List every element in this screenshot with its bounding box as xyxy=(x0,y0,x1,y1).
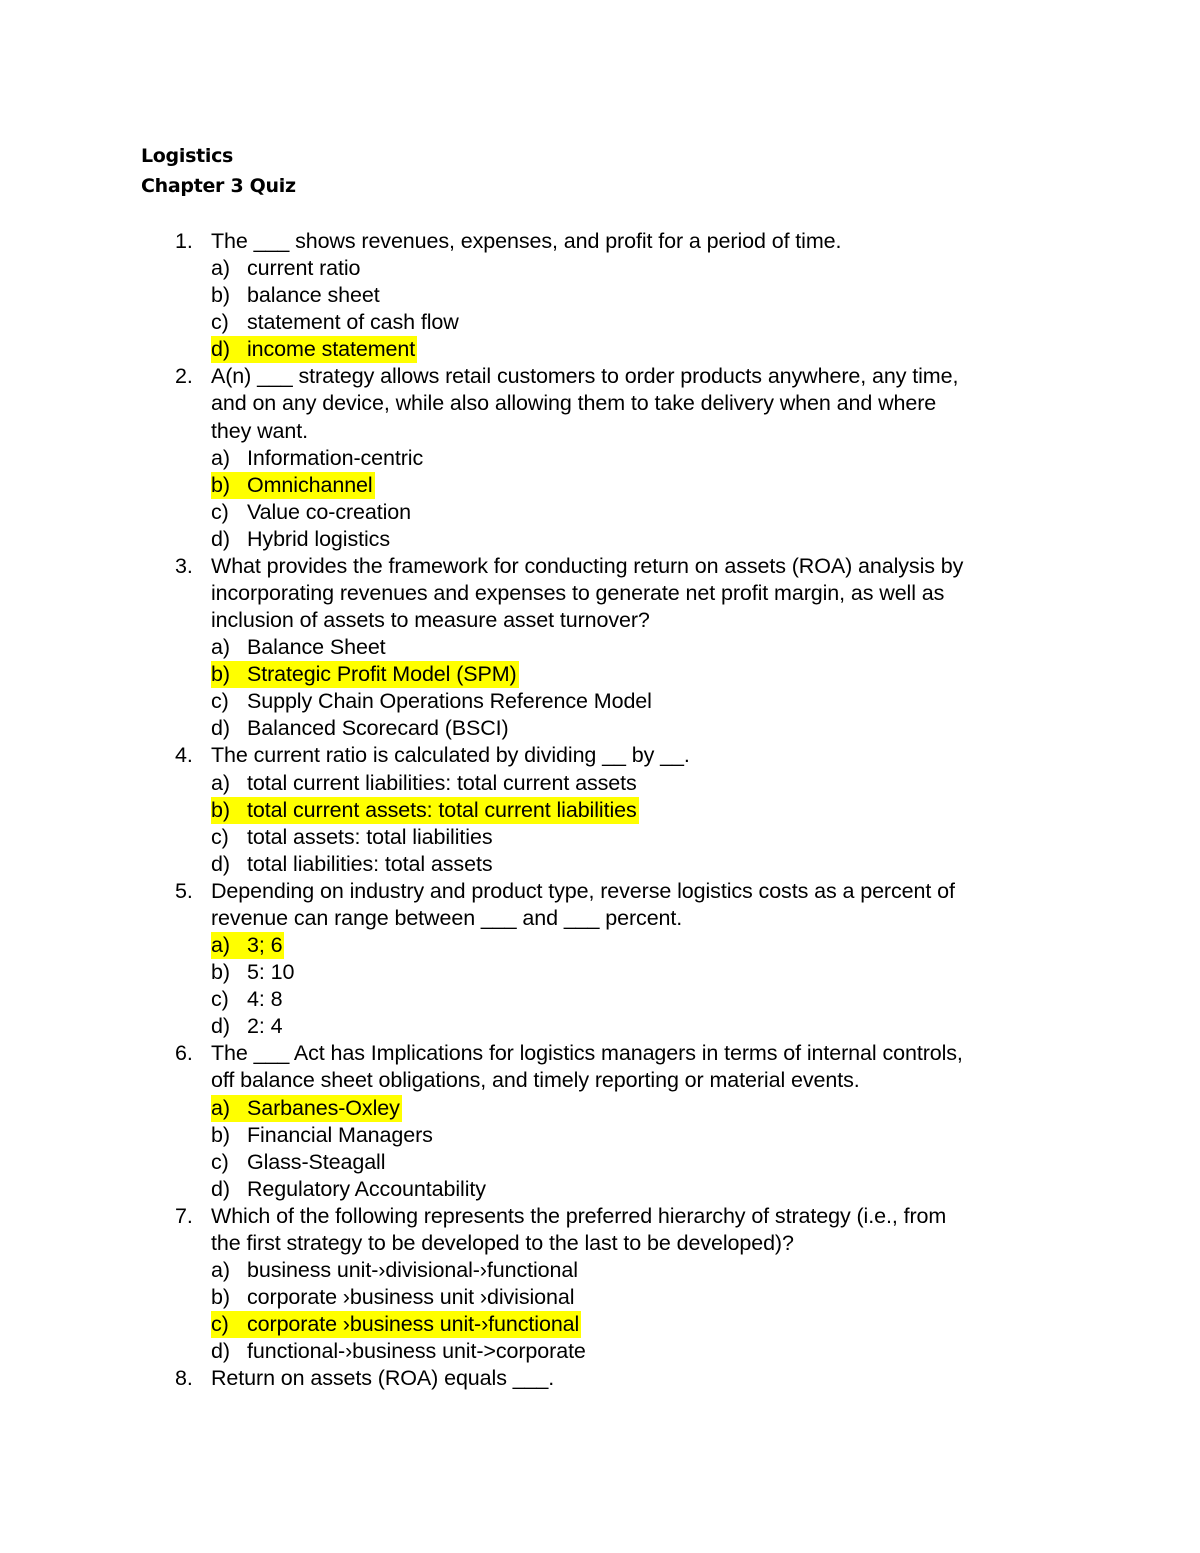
answer-option-row xyxy=(0,1176,1200,1203)
question-number: 2. xyxy=(175,364,193,389)
document-title: Logistics xyxy=(141,145,234,167)
answer-option-row xyxy=(0,336,1200,363)
option-letter: d) xyxy=(211,526,230,551)
answer-option-row xyxy=(0,1122,1200,1149)
answer-option-row xyxy=(0,526,1200,553)
question-text: and on any device, while also allowing them to take delivery when and where xyxy=(211,391,937,416)
answer-option xyxy=(211,1257,580,1284)
option-letter: c) xyxy=(211,824,229,849)
answer-option xyxy=(211,1013,284,1040)
option-text: Strategic Profit Model (SPM) xyxy=(247,662,517,687)
question-number: 7. xyxy=(175,1203,193,1228)
answer-option xyxy=(211,445,425,472)
answer-option xyxy=(211,255,362,282)
answer-option-row xyxy=(0,1311,1200,1338)
answer-option-highlighted xyxy=(211,932,284,959)
question-line xyxy=(0,742,1200,769)
question-line xyxy=(0,878,1200,905)
option-letter: d) xyxy=(211,851,230,876)
answer-option-row xyxy=(0,255,1200,282)
question-line xyxy=(0,1203,1200,1230)
answer-option-row xyxy=(0,986,1200,1013)
answer-option-highlighted xyxy=(211,336,417,363)
question-line xyxy=(0,1040,1200,1067)
question-text: the first strategy to be developed to the last to be developed)? xyxy=(211,1230,794,1255)
quiz-question xyxy=(0,363,1200,553)
answer-option-row xyxy=(0,824,1200,851)
option-text: total liabilities: total assets xyxy=(247,851,493,876)
answer-option-row xyxy=(0,1338,1200,1365)
question-line xyxy=(0,228,1200,255)
option-text: corporate ›business unit ›divisional xyxy=(247,1285,575,1310)
option-text: Sarbanes-Oxley xyxy=(247,1095,400,1120)
option-letter: b) xyxy=(211,1122,230,1147)
question-line xyxy=(0,905,1200,932)
answer-option xyxy=(211,499,413,526)
option-text: Regulatory Accountability xyxy=(247,1176,486,1201)
option-text: Information-centric xyxy=(247,445,424,470)
option-letter: b) xyxy=(211,960,230,985)
question-number: 4. xyxy=(175,743,193,768)
answer-option-highlighted xyxy=(211,1311,581,1338)
answer-option xyxy=(211,1284,576,1311)
question-text: The ___ shows revenues, expenses, and profit for a period of time. xyxy=(211,229,842,253)
answer-option xyxy=(211,1338,588,1365)
answer-option-row xyxy=(0,1149,1200,1176)
question-text: The current ratio is calculated by dividing __ by __. xyxy=(211,743,690,768)
question-text: What provides the framework for conducting return on assets (ROA) analysis by xyxy=(211,553,964,578)
answer-option-row xyxy=(0,472,1200,499)
question-line xyxy=(0,580,1200,607)
answer-option-row xyxy=(0,851,1200,878)
answer-option xyxy=(211,1149,387,1176)
option-text: total current liabilities: total current assets xyxy=(247,770,637,795)
question-number: 3. xyxy=(175,553,193,578)
answer-option-row xyxy=(0,1095,1200,1122)
question-text: they want. xyxy=(211,418,308,443)
answer-option-row xyxy=(0,1284,1200,1311)
option-text: 4: 8 xyxy=(247,987,283,1012)
question-line xyxy=(0,390,1200,417)
answer-option-highlighted xyxy=(211,472,375,499)
answer-option xyxy=(211,309,461,336)
question-text: The ___ Act has Implications for logistics managers in terms of internal controls, xyxy=(211,1041,963,1066)
quiz-question xyxy=(0,1203,1200,1365)
quiz-question xyxy=(0,742,1200,877)
answer-option-highlighted xyxy=(211,661,519,688)
question-text: Return on assets (ROA) equals ___. xyxy=(211,1366,555,1391)
option-letter: a) xyxy=(211,635,230,660)
option-letter: c) xyxy=(211,1312,229,1337)
option-letter: c) xyxy=(211,499,229,524)
option-text: 3; 6 xyxy=(247,933,283,958)
answer-option xyxy=(211,688,654,715)
quiz-question xyxy=(0,1040,1200,1202)
answer-option xyxy=(211,526,392,553)
answer-option-row xyxy=(0,770,1200,797)
answer-option xyxy=(211,824,494,851)
question-text: Depending on industry and product type, reverse logistics costs as a percent of xyxy=(211,878,955,903)
answer-option-row xyxy=(0,1257,1200,1284)
option-text: income statement xyxy=(247,337,416,362)
answer-option-row xyxy=(0,661,1200,688)
answer-option xyxy=(211,851,494,878)
answer-option xyxy=(211,282,382,309)
option-text: Balanced Scorecard (BSCI) xyxy=(247,716,509,741)
answer-option-row xyxy=(0,797,1200,824)
option-letter: b) xyxy=(211,797,230,822)
answer-option xyxy=(211,986,284,1013)
option-letter: d) xyxy=(211,716,230,741)
answer-option-row xyxy=(0,688,1200,715)
option-letter: a) xyxy=(211,770,230,795)
option-text: total current assets: total current liabilities xyxy=(247,797,637,822)
option-letter: b) xyxy=(211,1285,230,1310)
option-text: balance sheet xyxy=(247,283,380,308)
question-number: 5. xyxy=(175,878,193,903)
option-letter: c) xyxy=(211,689,229,714)
option-letter: d) xyxy=(211,337,230,362)
option-letter: d) xyxy=(211,1176,230,1201)
option-letter: a) xyxy=(211,256,230,281)
question-line xyxy=(0,363,1200,390)
option-letter: b) xyxy=(211,472,230,497)
question-text: Which of the following represents the preferred hierarchy of strategy (i.e., from xyxy=(211,1203,947,1228)
question-line xyxy=(0,418,1200,445)
option-text: Glass-Steagall xyxy=(247,1149,386,1174)
option-letter: c) xyxy=(211,310,229,335)
document-subtitle: Chapter 3 Quiz xyxy=(141,175,296,197)
option-text: 5: 10 xyxy=(247,960,295,985)
option-text: Value co-creation xyxy=(247,499,412,524)
question-text: incorporating revenues and expenses to generate net profit margin, as well as xyxy=(211,581,945,606)
option-text: Omnichannel xyxy=(247,472,373,497)
answer-option-row xyxy=(0,1013,1200,1040)
answer-option-row xyxy=(0,959,1200,986)
option-text: Balance Sheet xyxy=(247,635,386,660)
answer-option xyxy=(211,634,388,661)
option-text: Supply Chain Operations Reference Model xyxy=(247,689,652,714)
option-letter: d) xyxy=(211,1014,230,1039)
answer-option-row xyxy=(0,309,1200,336)
answer-option-row xyxy=(0,499,1200,526)
answer-option xyxy=(211,715,511,742)
question-number: 1. xyxy=(175,229,193,253)
quiz-question xyxy=(0,228,1200,363)
quiz-question xyxy=(0,878,1200,1040)
quiz-question xyxy=(0,553,1200,743)
question-line xyxy=(0,1230,1200,1257)
option-letter: d) xyxy=(211,1339,230,1364)
question-line xyxy=(0,1365,1200,1392)
option-letter: b) xyxy=(211,662,230,687)
answer-option-row xyxy=(0,932,1200,959)
question-line xyxy=(0,1067,1200,1094)
option-text: corporate ›business unit-›functional xyxy=(247,1312,580,1337)
option-letter: c) xyxy=(211,987,229,1012)
answer-option-row xyxy=(0,715,1200,742)
answer-option xyxy=(211,1176,488,1203)
option-letter: c) xyxy=(211,1149,229,1174)
question-text: revenue can range between ___ and ___ percent. xyxy=(211,905,683,930)
answer-option xyxy=(211,770,639,797)
answer-option-highlighted xyxy=(211,797,639,824)
option-text: Hybrid logistics xyxy=(247,526,390,551)
question-number: 6. xyxy=(175,1041,193,1066)
answer-option-row xyxy=(0,282,1200,309)
option-text: total assets: total liabilities xyxy=(247,824,493,849)
question-line xyxy=(0,607,1200,634)
option-text: functional-›business unit->corporate xyxy=(247,1339,586,1364)
option-letter: a) xyxy=(211,933,230,958)
question-number: 8. xyxy=(175,1366,193,1391)
option-letter: a) xyxy=(211,1257,230,1282)
option-letter: a) xyxy=(211,445,230,470)
option-text: Financial Managers xyxy=(247,1122,433,1147)
answer-option xyxy=(211,959,296,986)
answer-option-row xyxy=(0,634,1200,661)
option-text: statement of cash flow xyxy=(247,310,459,335)
answer-option-row xyxy=(0,445,1200,472)
question-line xyxy=(0,553,1200,580)
answer-option-highlighted xyxy=(211,1095,402,1122)
question-text: A(n) ___ strategy allows retail customers to order products anywhere, any time, xyxy=(211,364,959,389)
question-text: off balance sheet obligations, and timely reporting or material events. xyxy=(211,1068,860,1093)
option-text: current ratio xyxy=(247,256,361,281)
option-letter: a) xyxy=(211,1095,230,1120)
quiz-question xyxy=(0,1365,1200,1392)
question-text: inclusion of assets to measure asset turnover? xyxy=(211,608,650,633)
answer-option xyxy=(211,1122,435,1149)
option-text: 2: 4 xyxy=(247,1014,283,1039)
option-letter: b) xyxy=(211,283,230,308)
option-text: business unit-›divisional-›functional xyxy=(247,1257,578,1282)
quiz-question-list xyxy=(0,228,1200,1392)
